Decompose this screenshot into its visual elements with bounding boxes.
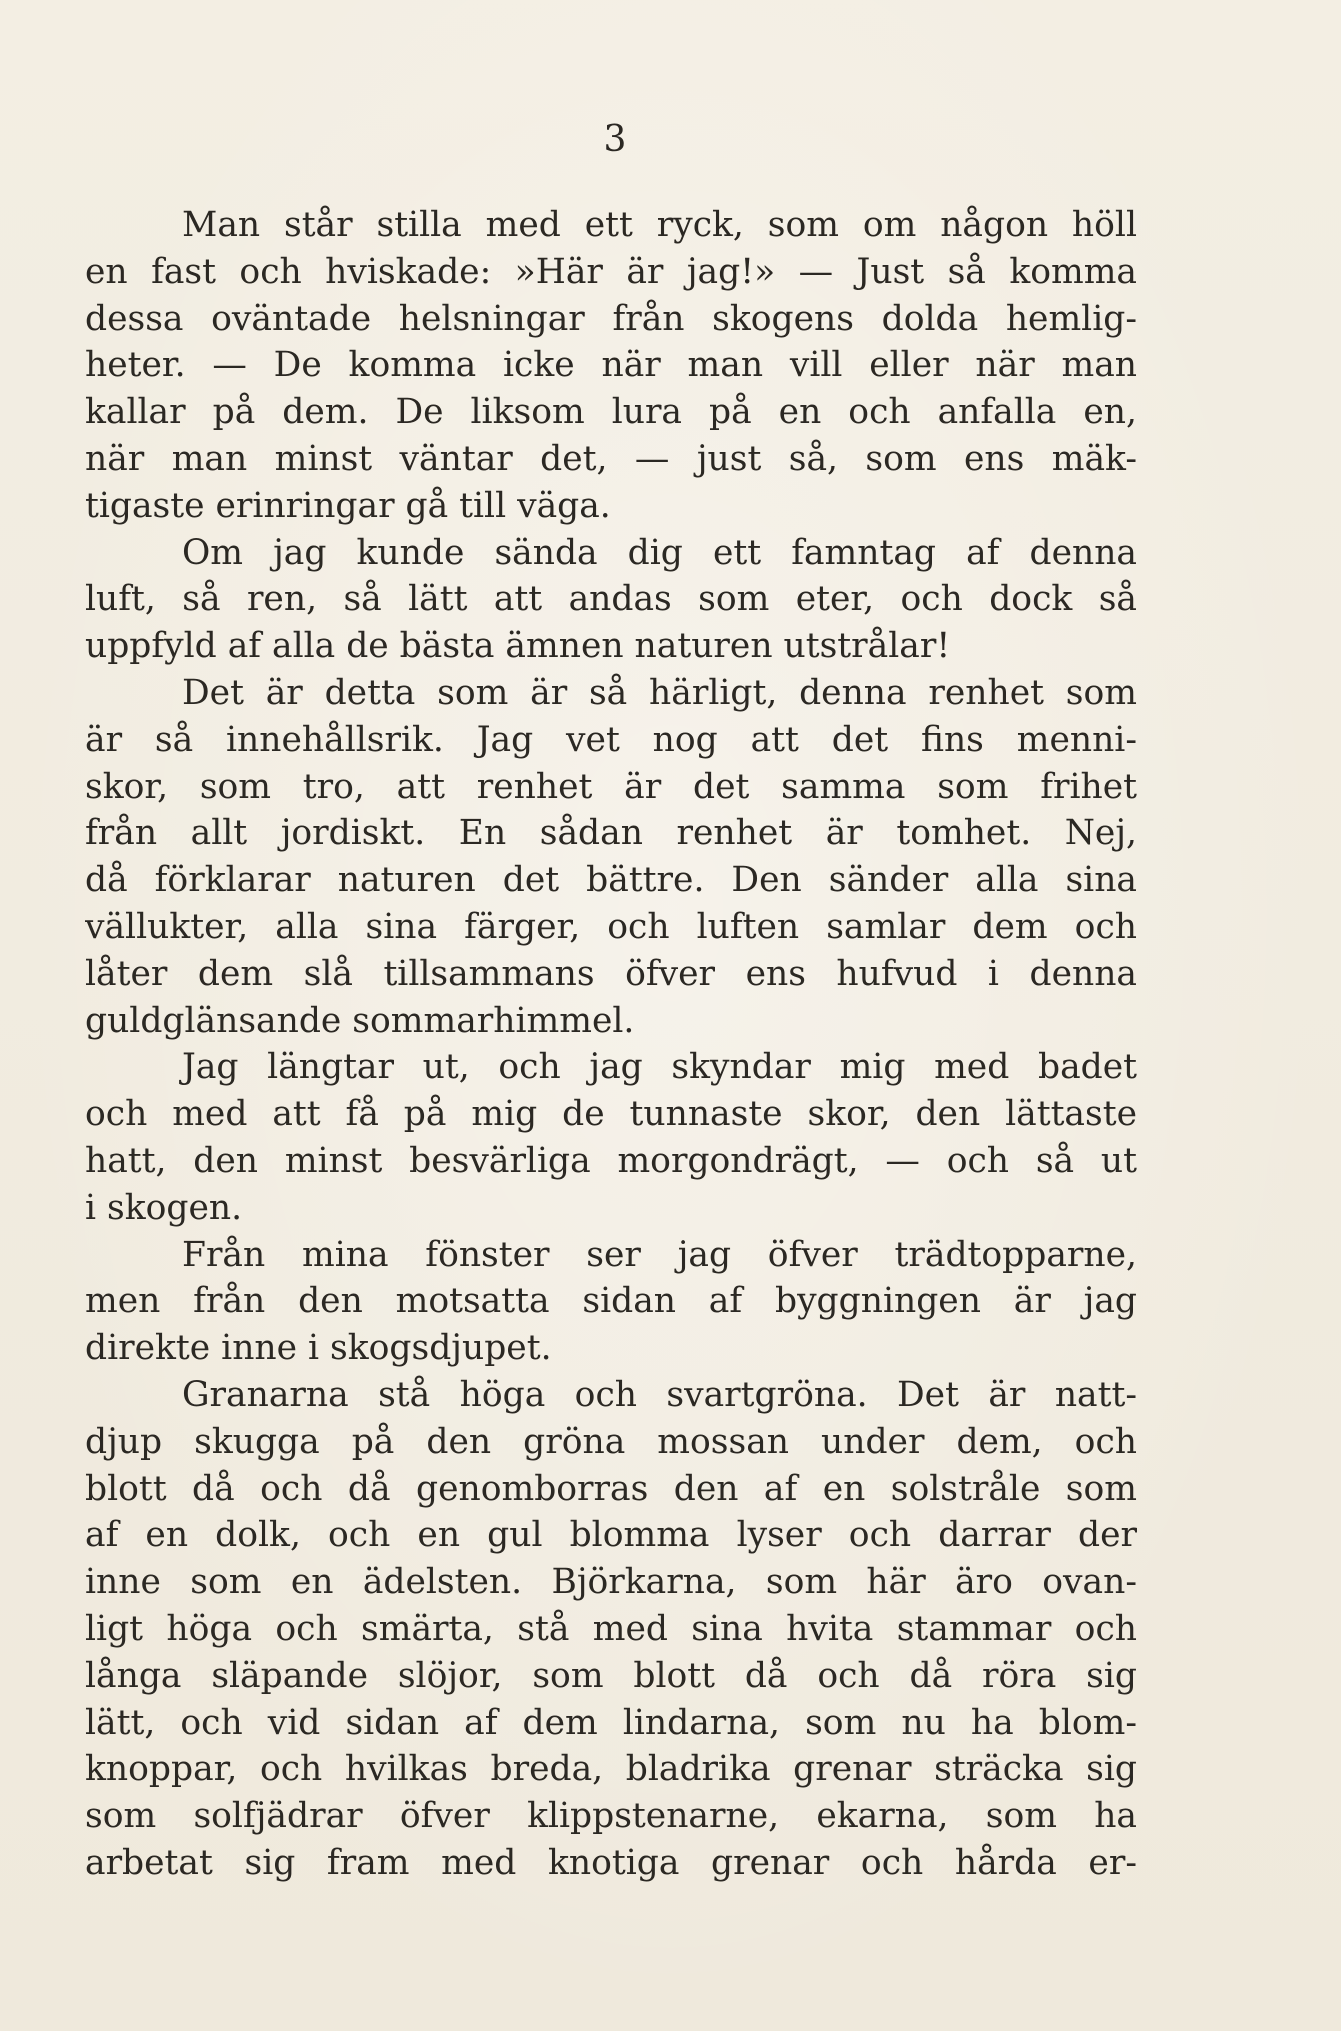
text-line: inne som en ädelsten. Björkarna, som här äro ovan- <box>85 1562 1137 1603</box>
text-line: är så innehållsrik. Jag vet nog att det fins menni- <box>85 719 1137 760</box>
text-line: och med att få på mig de tunnaste skor, den lättaste <box>85 1094 1137 1135</box>
text-line: i skogen. <box>85 1187 243 1228</box>
text-line: Jag längtar ut, och jag skyndar mig med badet <box>182 1047 1137 1088</box>
text-line: Det är detta som är så härligt, denna renhet som <box>182 672 1137 713</box>
text-line: Man står stilla med ett ryck, som om någon höll <box>182 205 1137 245</box>
text-line: en fast och hviskade: »Här är jag!» — Just så komma <box>85 251 1137 292</box>
text-line: knoppar, och hvilkas breda, bladrika grenar sträcka sig <box>85 1749 1137 1790</box>
text-line: men från den motsatta sidan af byggningen är jag <box>85 1281 1137 1322</box>
text-line: ligt höga och smärta, stå med sina hvita stammar och <box>85 1608 1137 1649</box>
text-line: lätt, och vid sidan af dem lindarna, som nu ha blom- <box>85 1702 1137 1743</box>
text-line: Granarna stå höga och svartgröna. Det är natt- <box>182 1374 1137 1415</box>
text-line: direkte inne i skogsdjupet. <box>85 1328 552 1369</box>
text-line: från allt jordiskt. En sådan renhet är tomhet. Nej, <box>85 813 1137 854</box>
text-line: luft, så ren, så lätt att andas som eter, och dock så <box>85 579 1137 620</box>
text-line: låter dem slå tillsammans öfver ens hufvud i denna <box>85 953 1137 994</box>
text-line: vällukter, alla sina färger, och luften samlar dem och <box>85 906 1137 947</box>
text-line: som solfjädrar öfver klippstenarne, ekarna, som ha <box>85 1796 1137 1837</box>
text-line: när man minst väntar det, — just så, som ens mäk- <box>85 438 1137 479</box>
text-line: Om jag kunde sända dig ett famntag af denna <box>182 532 1137 573</box>
text-line: tigaste erinringar gå till väga. <box>85 485 611 526</box>
body-text <box>85 202 1137 1887</box>
text-line: uppfyld af alla de bästa ämnen naturen utstrålar! <box>85 626 951 667</box>
text-line: guldglänsande sommarhimmel. <box>85 1000 635 1041</box>
text-line: arbetat sig fram med knotiga grenar och hårda er- <box>85 1842 1137 1883</box>
text-line: hatt, den minst besvärliga morgondrägt, — och så ut <box>85 1140 1137 1181</box>
text-line: kallar på dem. De liksom lura på en och anfalla en, <box>85 392 1137 433</box>
page-number: 3 <box>603 119 627 160</box>
text-line: skor, som tro, att renhet är det samma som frihet <box>85 766 1137 807</box>
text-line: af en dolk, och en gul blomma lyser och darrar der <box>85 1515 1137 1556</box>
text-line: djup skugga på den gröna mossan under dem, och <box>85 1421 1137 1462</box>
text-line: långa släpande slöjor, som blott då och då röra sig <box>85 1655 1137 1696</box>
text-line: då förklarar naturen det bättre. Den sänder alla sina <box>85 860 1137 901</box>
text-line: heter. — De komma icke när man vill eller när man <box>85 345 1137 386</box>
text-line: Från mina fönster ser jag öfver trädtopparne, <box>182 1234 1137 1275</box>
text-line: dessa oväntade helsningar från skogens dolda hemlig- <box>85 298 1137 339</box>
text-line: blott då och då genomborras den af en solstråle som <box>85 1468 1137 1509</box>
